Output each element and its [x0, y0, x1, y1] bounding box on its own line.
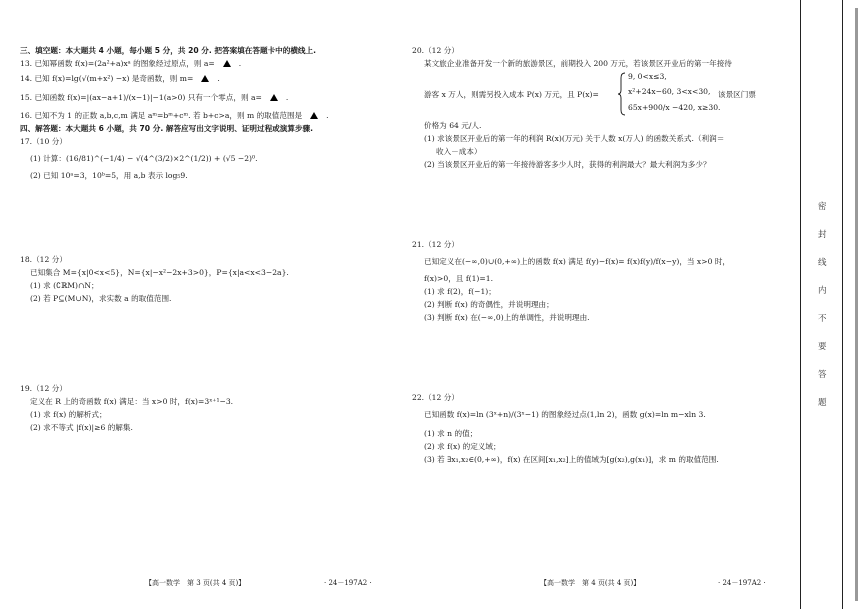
seal-char: 线 [818, 258, 827, 268]
seal-char: 内 [818, 286, 827, 296]
question-20-part-2: (2) 当该景区开业后的第一年接待游客多少人时，获得的利润最大？最大利润为多少？ [424, 160, 711, 169]
page-4-footer-code: · 24－197A2 · [718, 579, 766, 587]
seal-char: 题 [818, 398, 827, 408]
question-20-title: 20.（12 分） [412, 46, 459, 55]
answer-blank-triangle-icon [201, 75, 209, 82]
question-20-part-1: (1) 求该景区开业后的第一年的利润 R(x)(万元) 关于人数 x(万人) 的函数关系式.（利润＝ [424, 134, 725, 143]
answer-blank-triangle-icon [270, 94, 278, 101]
answer-blank-triangle-icon [310, 112, 318, 119]
question-20-case-3: 65x+900/x −420, x≥30. [628, 103, 721, 112]
answer-blank-triangle-icon [223, 60, 231, 67]
question-20-line-3: 价格为 64 元/人. [424, 121, 482, 130]
section3-header: 三、填空题：本大题共 4 小题，每小题 5 分，共 20 分. 把答案填在答题卡中的横线上. [20, 46, 317, 55]
question-22-part-3: (3) 若 ∃x₁,x₂∈(0,+∞)，f(x) 在区间[x₁,x₂]上的值域为[g(x₂),g(x₁)]，求 m 的取值范围. [424, 455, 719, 464]
question-18-part-2: (2) 若 P⊆(M∪N)，求实数 a 的取值范围. [30, 294, 172, 303]
question-18-part-1: (1) 求 (∁ℝM)∩N； [30, 281, 99, 290]
question-20-case-2: x²+24x−60, 3<x<30, [628, 87, 711, 96]
question-22-title: 22.（12 分） [412, 393, 459, 402]
seal-line-inner [842, 0, 843, 609]
question-20-part-1-cont: 收入－成本） [436, 147, 482, 156]
question-21-title: 21.（12 分） [412, 240, 459, 249]
question-17-part-2: (2) 已知 10ᵃ=3，10ᵇ=5，用 a,b 表示 log₅9. [30, 171, 188, 180]
question-18-title: 18.（12 分） [20, 255, 67, 264]
question-22-part-1: (1) 求 n 的值； [424, 429, 478, 438]
question-21-part-2: (2) 判断 f(x) 的奇偶性，并说明理由； [424, 300, 554, 309]
question-15: 15. 已知函数 f(x)=|(ax−a+1)/(x−1)|−1(a>0) 只有一个零点，则 a= . [20, 93, 289, 102]
piecewise-brace-icon [618, 72, 626, 116]
exam-page-4 [400, 0, 778, 609]
seal-char: 封 [818, 230, 827, 240]
question-20-line-2-end: 该景区门票 [718, 90, 756, 99]
question-16-text: 16. 已知不为 1 的正数 a,b,c,m 满足 aᵐ=bᵐ+cᵐ. 若 b+c>a，则 m 的取值范围是 [20, 111, 303, 120]
question-21-part-1: (1) 求 f(2)，f(−1)； [424, 287, 496, 296]
question-17-part-1: (1) 计算：(16/81)^(−1/4) − √(4^(3/2)×2^(1/2)) + (√5 −2)⁰. [30, 154, 258, 163]
question-14-text: 14. 已知 f(x)=lg(√(m+x²) −x) 是奇函数，则 m= [20, 74, 194, 83]
seal-char: 答 [818, 370, 827, 380]
question-13: 13. 已知幂函数 f(x)=(2a²+a)xᵃ 的图象经过原点，则 a= . [20, 59, 242, 68]
question-19-stem: 定义在 R 上的奇函数 f(x) 满足：当 x>0 时，f(x)=3ˣ⁺¹−3. [30, 397, 234, 406]
question-21-part-3: (3) 判断 f(x) 在(−∞,0)上的单调性，并说明理由. [424, 313, 590, 322]
question-20-line-2: 游客 x 万人，则需另投入成本 P(x) 万元，且 P(x)= [424, 90, 599, 99]
section4-header: 四、解答题：本大题共 6 小题，共 70 分. 解答应写出文字说明、证明过程或演算步骤. [20, 124, 314, 133]
question-17-title: 17.（10 分） [20, 137, 67, 146]
seal-char: 要 [818, 342, 827, 352]
question-18-stem: 已知集合 M={x|0<x<5}，N={x|−x²−2x+3>0}，P={x|a<x<3−2a}. [30, 268, 289, 277]
question-19-title: 19.（12 分） [20, 384, 67, 393]
question-14: 14. 已知 f(x)=lg(√(m+x²) −x) 是奇函数，则 m= . [20, 74, 220, 83]
exam-page-3 [0, 0, 400, 609]
question-20-case-1: 9, 0<x≤3, [628, 72, 667, 81]
question-19-part-2: (2) 求不等式 |f(x)|≥6 的解集. [30, 423, 133, 432]
question-19-part-1: (1) 求 f(x) 的解析式； [30, 410, 107, 419]
question-21-stem-cont: f(x)>0，且 f(1)=1. [424, 274, 493, 283]
question-20-line-1: 某文旅企业准备开发一个新的旅游景区，前期投入 200 万元，若该景区开业后的第一年接待 [424, 59, 732, 68]
page-4-footer-title: 【高一数学 第 4 页(共 4 页)】 [540, 579, 641, 587]
question-22-part-2: (2) 求 f(x) 的定义域； [424, 442, 501, 451]
seal-line-outer [800, 0, 801, 609]
question-22-stem: 已知函数 f(x)=ln (3ˣ+n)/(3ˣ−1) 的图象经过点(1,ln 2)，函数 g(x)=ln m−xln 3. [424, 410, 706, 419]
question-16: 16. 已知不为 1 的正数 a,b,c,m 满足 aᵐ=bᵐ+cᵐ. 若 b+c>a，则 m 的取值范围是 . [20, 111, 329, 120]
seal-char: 不 [818, 314, 827, 324]
seal-char: 密 [818, 202, 827, 212]
question-13-text: 13. 已知幂函数 f(x)=(2a²+a)xᵃ 的图象经过原点，则 a= [20, 59, 215, 68]
page-3-footer-title: 【高一数学 第 3 页(共 4 页)】 [145, 579, 246, 587]
question-21-stem: 已知定义在(−∞,0)∪(0,+∞)上的函数 f(x) 满足 f(y)−f(x)= f(x)f(y)/f(x−y)，当 x>0 时， [424, 257, 731, 266]
scan-edge-mark [855, 8, 858, 601]
page-3-footer-code: · 24－197A2 · [324, 579, 372, 587]
question-15-text: 15. 已知函数 f(x)=|(ax−a+1)/(x−1)|−1(a>0) 只有一个零点，则 a= [20, 93, 262, 102]
